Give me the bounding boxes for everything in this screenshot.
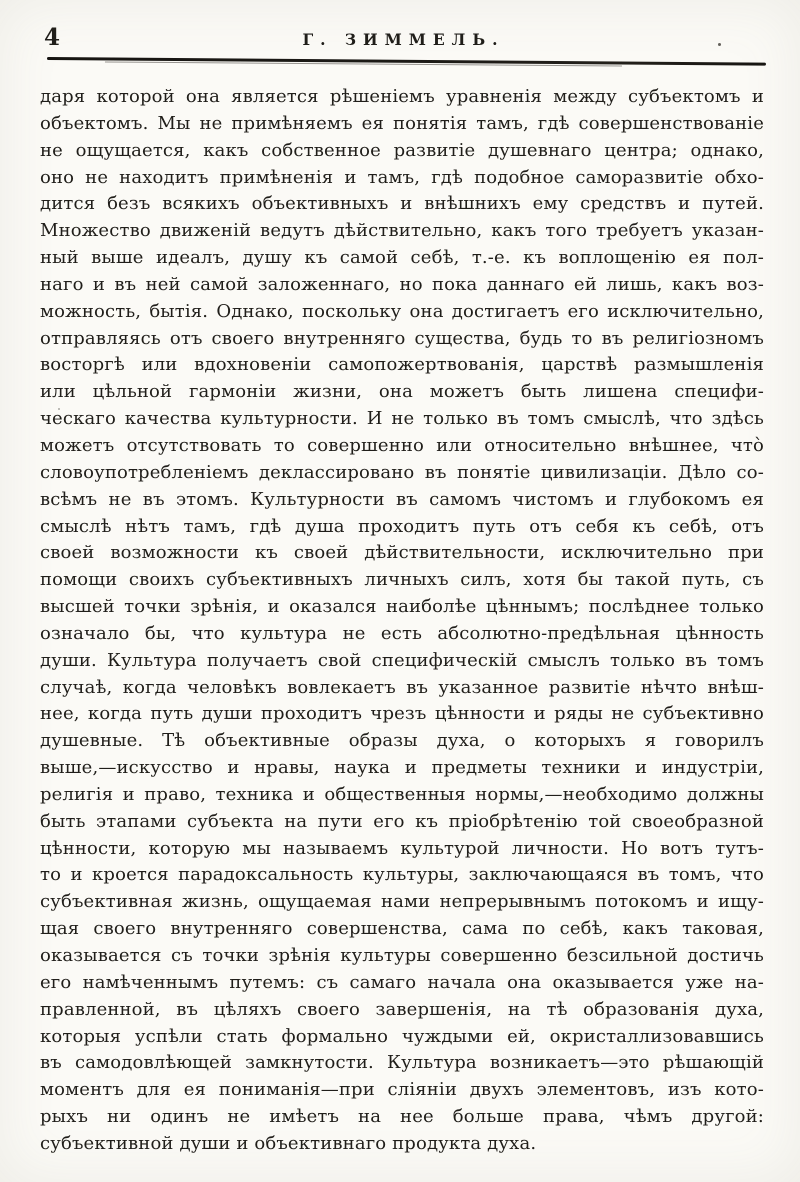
text-line: своей возможности къ своей дѣйствительности, исключительно при xyxy=(40,542,764,564)
header-rule-line xyxy=(47,57,766,66)
text-line: оказывается съ точки зрѣнія культуры совершенно безсильной достичь xyxy=(40,945,764,966)
text-line: душевные. Тѣ объективные образы духа, о которыхъ я говорилъ xyxy=(40,730,764,752)
text-line: ный выше идеалъ, душу къ самой себѣ, т.-е. къ воплощенію ея пол- xyxy=(40,247,764,269)
text-line: восторгѣ или вдохновеніи самопожертвованія, царствѣ размышленія xyxy=(40,354,764,376)
text-line: не ощущается, какъ собственное развитіе душевнаго центра; однако, xyxy=(40,139,764,161)
text-line: рыхъ ни одинъ не имѣетъ на нее больше права, чѣмъ другой: xyxy=(40,1106,764,1128)
text-line: наго и въ ней самой заложеннаго, но пока даннаго ей лишь, какъ воз- xyxy=(40,273,764,295)
text-line: его намѣченнымъ путемъ: съ самаго начала она оказывается уже на- xyxy=(40,971,764,993)
running-title: Г. ЗИММЕЛЬ. xyxy=(302,30,505,49)
text-line: даря которой она является рѣшеніемъ уравненія между субъектомъ и xyxy=(40,86,764,107)
text-line: помощи своихъ субъективныхъ личныхъ силъ, хотя бы такой путь, съ xyxy=(40,569,764,591)
text-line: въ самодовлѣющей замкнутости. Культура возникаетъ—это рѣшающій xyxy=(40,1052,764,1074)
text-line: цѣнности, которую мы называемъ культурой личности. Но вотъ тутъ- xyxy=(40,837,764,859)
text-line: случаѣ, когда человѣкъ вовлекаетъ въ указанное развитіе нѣчто внѣш- xyxy=(40,676,764,698)
text-line: можность, бытія. Однако, поскольку она достигаетъ его исключительно, xyxy=(40,300,764,322)
text-line: ческаго качества культурности. И не только въ томъ смыслѣ, что здѣсь xyxy=(40,408,764,430)
text-line: которыя успѣли стать формально чуждыми ей, окристаллизовавшись xyxy=(40,1025,764,1047)
text-line: быть этапами субъекта на пути его къ пріобрѣтенію той своеобразной xyxy=(40,810,764,832)
text-line: смыслѣ нѣтъ тамъ, гдѣ душа проходитъ путь отъ себя къ себѣ, отъ xyxy=(40,515,764,537)
text-line: выше,—искусство и нравы, наука и предметы техники и индустріи, xyxy=(40,757,764,779)
text-line: высшей точки зрѣнія, и оказался наиболѣе цѣннымъ; послѣднее только xyxy=(40,596,764,618)
text-line: Множество движеній ведутъ дѣйствительно, какъ того требуетъ указан- xyxy=(40,220,764,242)
text-line: означало бы, что культура не есть абсолютно-предѣльная цѣнность xyxy=(40,622,764,644)
text-line: то и кроется парадоксальность культуры, заключающаяся въ томъ, что xyxy=(40,864,764,886)
text-line: моментъ для ея пониманія—при сліяніи двухъ элементовъ, изъ кото- xyxy=(40,1079,764,1101)
text-line: щая своего внутренняго совершенства, сама по себѣ, какъ таковая, xyxy=(40,918,764,940)
text-line: субъективной души и объективнаго продукта духа. xyxy=(40,1132,537,1154)
text-line: отправляясь отъ своего внутренняго существа, будь то въ религіозномъ xyxy=(40,327,764,349)
text-line: объектомъ. Мы не примѣняемъ ея понятія тамъ, гдѣ совершенствованіе xyxy=(40,112,764,134)
text-line: или цѣльной гармоніи жизни, она можетъ быть лишена специфи- xyxy=(40,381,764,403)
text-line: всѣмъ не въ этомъ. Культурности въ самомъ чистомъ и глубокомъ ея xyxy=(40,488,764,510)
text-line: дится безъ всякихъ объективныхъ и внѣшнихъ ему средствъ и путей. xyxy=(40,193,764,215)
text-line: души. Культура получаетъ свой специфическій смыслъ только въ томъ xyxy=(40,649,764,671)
text-line: субъективная жизнь, ощущаемая нами непрерывнымъ потокомъ и ищу- xyxy=(40,891,764,913)
text-line: нее, когда путь души проходитъ чрезъ цѣнности и ряды не субъективно xyxy=(40,703,764,725)
body-text xyxy=(40,84,764,1158)
text-line: правленной, въ цѣляхъ своего завершенія, на тѣ образованія духа, xyxy=(40,998,764,1020)
text-line: религія и право, техника и общественныя нормы,—необходимо должны xyxy=(40,783,764,805)
text-line: можетъ отсутствовать то совершенно или относительно внѣшнее, что̀ xyxy=(40,434,764,456)
text-line: оно не находитъ примѣненія и тамъ, гдѣ подобное саморазвитіе обхо- xyxy=(40,166,764,188)
page-number: 4 xyxy=(44,24,62,51)
scan-speck xyxy=(718,43,721,46)
text-line: словоупотребленіемъ деклассировано въ понятіе цивилизаціи. Дѣло со- xyxy=(40,461,764,483)
